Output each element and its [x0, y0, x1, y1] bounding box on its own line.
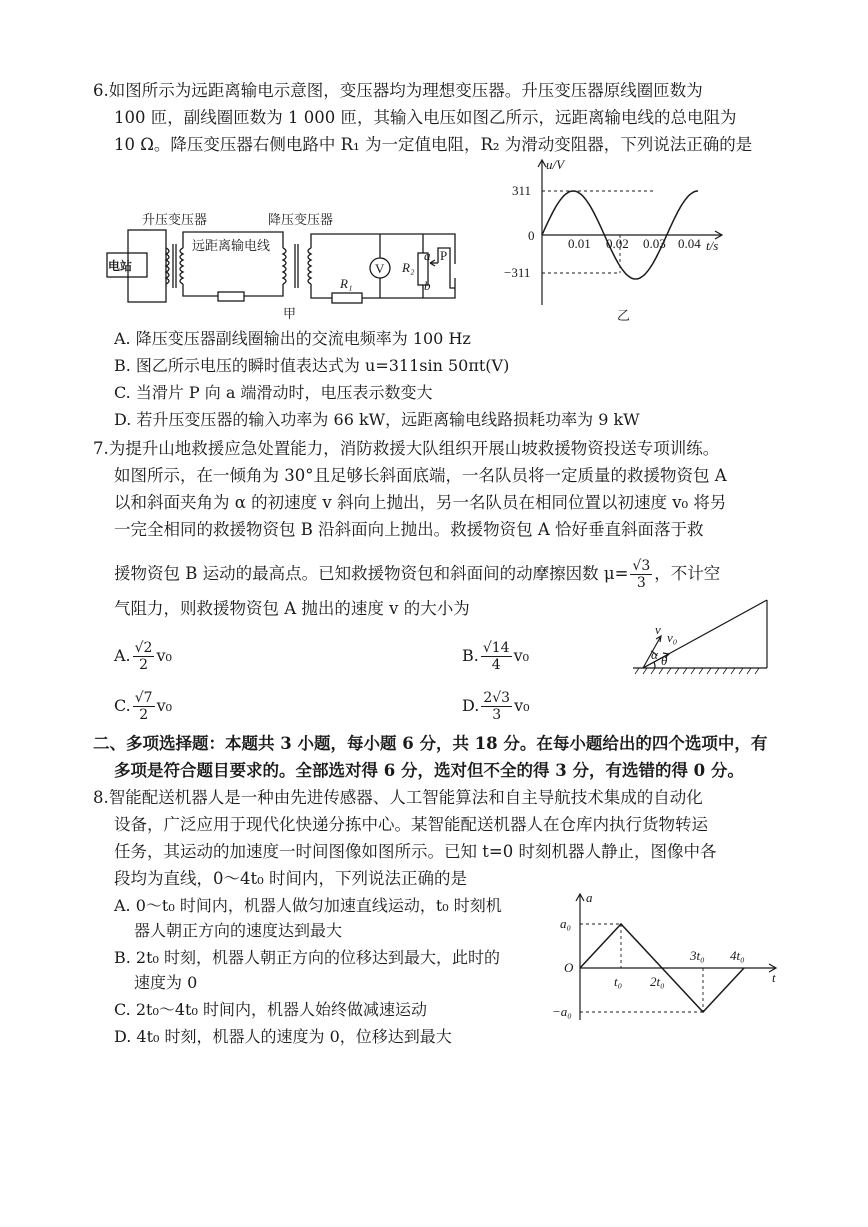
q7-option-a-den: 2: [139, 657, 149, 673]
figure-a-caption: 甲: [283, 306, 297, 321]
u-axis-label: u/V: [546, 157, 565, 172]
tick-001: 0.01: [568, 236, 591, 251]
q6-option-d: D. 若升压变压器的输入功率为 66 kW，远距离输电线路损耗功率为 9 kW: [114, 410, 640, 429]
mu-numerator: √3: [632, 558, 651, 574]
peak-label: 311: [512, 183, 532, 198]
origin-label-q8: O: [564, 960, 574, 975]
q8-option-b-line-2: 速度为 0: [134, 973, 198, 992]
r2-label: R₂: [402, 260, 415, 275]
q6-stem-line-2: 100 匝，副线圈匝数为 1 000 匝，其输入电压如图乙所示，远距离输电线的总电阻为: [114, 108, 737, 127]
t0-label: t₀: [614, 974, 623, 989]
step-up-label: 升压变压器: [142, 212, 208, 227]
line-resistor: [218, 292, 244, 301]
q7-option-a-letter: A.: [114, 646, 131, 665]
q7-option-b-letter: B.: [462, 646, 479, 665]
q6-stem-line-1: 6.如图所示为远距离输电示意图，变压器均为理想变压器。升压变压器原线圈匝数为: [93, 81, 703, 100]
a0-label: a₀: [560, 916, 572, 931]
section-2-header-line-1: 二、多项选择题：本题共 3 小题，每小题 6 分，共 18 分。在每小题给出的四个选项中，有: [93, 734, 768, 753]
q8-option-b-line-1: B. 2t₀ 时刻，机器人朝正方向的位移达到最大，此时的: [114, 948, 501, 967]
q7-stem-line-6: 气阻力，则救援物资包 A 抛出的速度 v 的大小为: [114, 599, 470, 618]
q8-option-d: D. 4t₀ 时刻，机器人的速度为 0，位移达到最大: [114, 1027, 452, 1046]
q7-stem-line-3: 以和斜面夹角为 α 的初速度 v 斜向上抛出，另一名队员在相同位置以初速度 v₀ 将另: [114, 493, 727, 512]
q7-stem-line-5-b: ，不计空: [654, 564, 721, 583]
transmission-line-label: 远距离输电线: [192, 238, 271, 253]
q7-option-d-num: 2√3: [483, 690, 511, 706]
tick-003: 0.03: [643, 236, 666, 251]
2t0-label: 2t₀: [650, 974, 665, 989]
t-axis-label-q8: t: [772, 970, 776, 985]
q7-option-c: [114, 690, 172, 723]
q8-stem-line-4: 段均为直线，0～4t₀ 时间内，下列说法正确的是: [114, 869, 467, 888]
tick-002: 0.02: [606, 236, 629, 251]
q6-stem-line-3: 10 Ω。降压变压器右侧电路中 R₁ 为一定值电阻，R₂ 为滑动变阻器，下列说法正确的是: [114, 135, 753, 154]
q6-option-c: C. 当滑片 P 向 a 端滑动时，电压表示数变大: [114, 383, 433, 402]
theta-label: θ: [661, 653, 668, 668]
terminal-a-label: a: [424, 248, 431, 263]
v0-label: v₀: [667, 630, 678, 645]
q7-option-b-den: 4: [491, 657, 501, 673]
q8-stem-line-2: 设备，广泛应用于现代化快递分拣中心。某智能配送机器人在仓库内执行货物转运: [114, 815, 708, 834]
q8-stem-line-3: 任务，其运动的加速度一时间图像如图所示。已知 t=0 时刻机器人静止，图像中各: [114, 842, 717, 861]
terminal-b-label: b: [424, 278, 431, 293]
a-axis-label: a: [586, 890, 593, 905]
q8-option-a-line-1: A. 0～t₀ 时间内，机器人做匀加速直线运动，t₀ 时刻机: [114, 896, 502, 915]
q7-option-c-tail: v₀: [156, 696, 173, 715]
figure-b-caption: 乙: [617, 308, 631, 323]
section-2-header-line-2: 多项是符合题目要求的。全部选对得 6 分，选对但不全的得 3 分，有选错的得 0 分。: [114, 761, 744, 780]
q7-incline-figure: [625, 594, 775, 680]
q7-option-c-letter: C.: [114, 696, 131, 715]
mu-denominator: 3: [636, 575, 646, 591]
origin-label: 0: [528, 228, 535, 243]
slider-p-label: P: [440, 248, 448, 263]
q7-stem-line-5: [114, 558, 720, 591]
neg-a0-label: −a₀: [552, 1004, 572, 1019]
q7-option-a: [114, 640, 172, 673]
q6-voltage-graph: [500, 155, 730, 325]
q7-option-b-num: √14: [482, 640, 510, 656]
q7-option-c-num: √7: [134, 690, 153, 706]
mu-fraction: [630, 558, 652, 591]
q7-option-c-den: 2: [139, 707, 149, 723]
q7-option-d-den: 3: [492, 707, 502, 723]
q7-option-b-tail: v₀: [513, 646, 530, 665]
3t0-label: 3t₀: [690, 948, 705, 963]
q8-option-c: C. 2t₀～4t₀ 时间内，机器人始终做减速运动: [114, 1000, 427, 1019]
q6-option-a: A. 降压变压器副线圈输出的交流电频率为 100 Hz: [114, 329, 471, 348]
step-down-label: 降压变压器: [268, 212, 334, 227]
q7-option-d-letter: D.: [462, 696, 480, 715]
tick-004: 0.04: [678, 236, 701, 251]
station-label: 电站: [108, 259, 133, 273]
voltmeter-label: V: [375, 261, 385, 276]
t-axis-label: t/s: [706, 238, 719, 253]
4t0-label: 4t₀: [730, 948, 745, 963]
q7-stem-line-4: 一完全相同的救援物资包 B 沿斜面向上抛出。救援物资包 A 恰好垂直斜面落于救: [114, 520, 704, 539]
q7-option-d: [462, 690, 530, 723]
alpha-label: α: [651, 647, 658, 662]
q7-stem-line-2: 如图所示，在一倾角为 30°且足够长斜面底端，一名队员将一定质量的救援物资包 A: [114, 466, 727, 485]
q7-option-a-tail: v₀: [156, 646, 172, 665]
q8-option-a-line-2: 器人朝正方向的速度达到最大: [134, 921, 343, 940]
q7-option-b: [462, 640, 529, 673]
v-label: v: [655, 622, 661, 637]
r1-label: R₁: [340, 276, 353, 291]
q7-option-a-num: √2: [134, 640, 153, 656]
q7-option-d-tail: v₀: [514, 696, 530, 715]
q8-acceleration-graph: [548, 888, 788, 1028]
r1-resistor: [332, 293, 362, 303]
q6-circuit-figure: [100, 208, 485, 323]
q6-option-b: B. 图乙所示电压的瞬时值表达式为 u=311sin 50πt(V): [114, 356, 510, 375]
neg-peak-label: −311: [504, 265, 531, 280]
q7-stem-line-5-a: 援物资包 B 运动的最高点。已知救援物资包和斜面间的动摩擦因数 μ=: [114, 564, 629, 583]
q7-stem-line-1: 7.为提升山地救援应急处置能力，消防救援大队组织开展山坡救援物资投送专项训练。: [93, 439, 720, 458]
q8-stem-line-1: 8.智能配送机器人是一种由先进传感器、人工智能算法和自主导航技术集成的自动化: [93, 788, 703, 807]
